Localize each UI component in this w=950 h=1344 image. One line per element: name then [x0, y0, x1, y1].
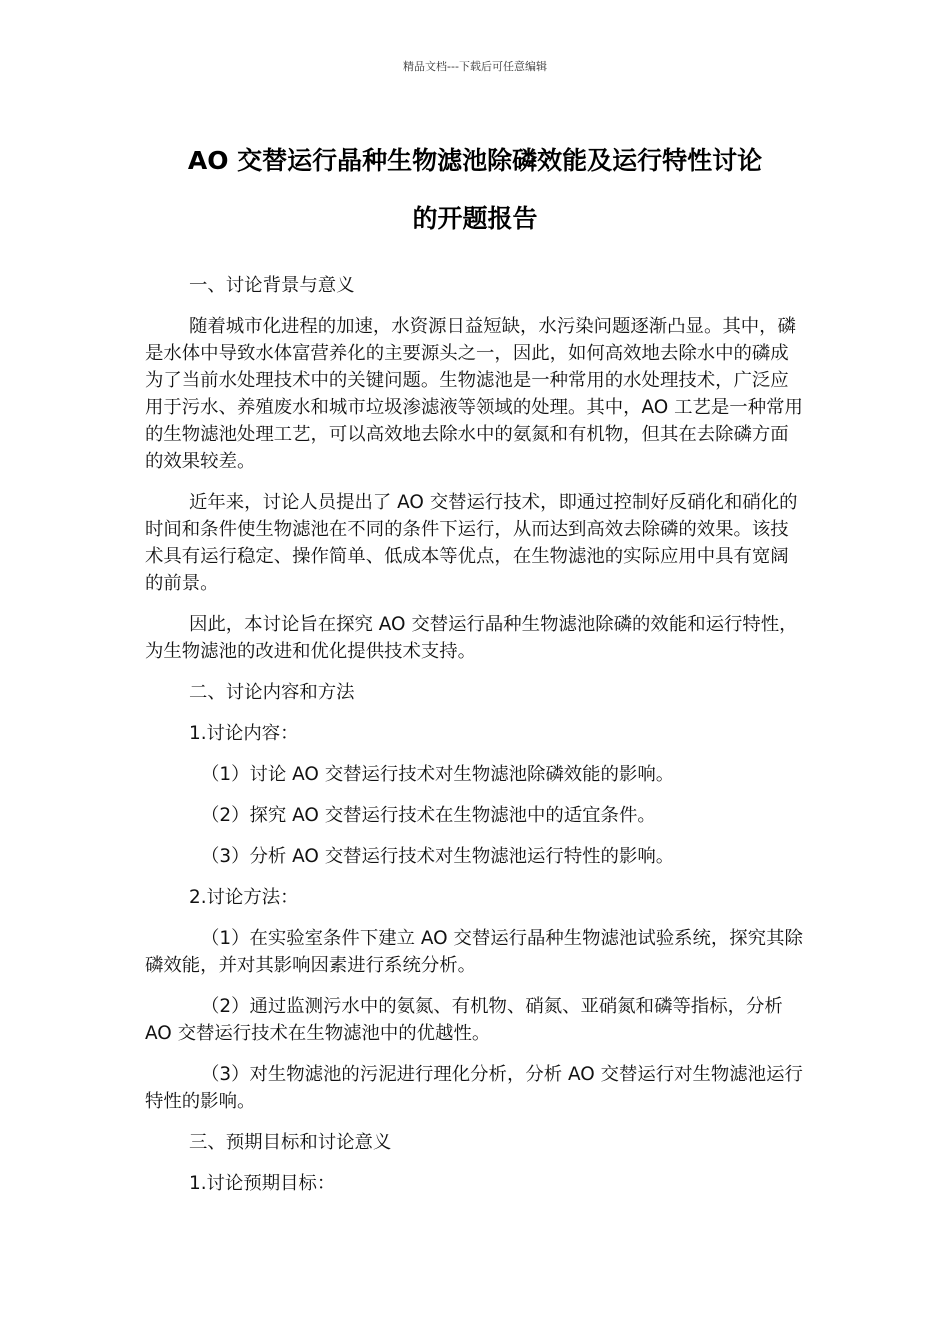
header-note: 精品文档---下载后可任意编辑 [403, 60, 547, 73]
research-content-heading: 1.讨论内容： [189, 723, 299, 744]
section-3-heading: 三、预期目标和讨论意义 [189, 1132, 392, 1153]
section-1-paragraph-1: 随着城市化进程的加速，水资源日益短缺，水污染问题逐渐凸显。其中，磷是水体中导致水体富营养化的主要源头之一，因此，如何高效地去除水中的磷成为了当前水处理技术中的关键问题。生物滤池是一种常用的水处理技术，广泛应用于污水、养殖废水和城市垃圾渗滤液等领域的处理。其中，AO 工艺是一种常用的生物滤池处理工艺，可以高效地去除水中的氨氮和有机物，但其在去除磷方面的效果较差。 [145, 316, 803, 472]
research-content-item-2: （2）探究 AO 交替运行技术在生物滤池中的适宜条件。 [201, 805, 656, 826]
research-method-item-3: （3）对生物滤池的污泥进行理化分析，分析 AO 交替运行对生物滤池运行特性的影响。 [145, 1064, 803, 1112]
section-1-paragraph-2: 近年来，讨论人员提出了 AO 交替运行技术，即通过控制好反硝化和硝化的时间和条件使生物滤池在不同的条件下运行，从而达到高效去除磷的效果。该技术具有运行稳定、操作简单、低成本等优点，在生物滤池的实际应用中具有宽阔的前景。 [145, 492, 798, 594]
research-method-item-1: （1）在实验室条件下建立 AO 交替运行晶种生物滤池试验系统，探究其除磷效能，并对其影响因素进行系统分析。 [145, 928, 803, 976]
section-2-heading: 二、讨论内容和方法 [189, 682, 355, 703]
document-title-line-1: AO 交替运行晶种生物滤池除磷效能及运行特性讨论 [187, 146, 763, 175]
research-method-heading: 2.讨论方法： [189, 887, 299, 908]
expected-goal-heading: 1.讨论预期目标： [189, 1173, 336, 1194]
section-1-paragraph-3: 因此，本讨论旨在探究 AO 交替运行晶种生物滤池除磷的效能和运行特性，为生物滤池的改进和优化提供技术支持。 [145, 614, 798, 662]
research-method-item-2: （2）通过监测污水中的氨氮、有机物、硝氮、亚硝氮和磷等指标，分析 AO 交替运行技术在生物滤池中的优越性。 [145, 996, 783, 1044]
research-content-item-3: （3）分析 AO 交替运行技术对生物滤池运行特性的影响。 [201, 846, 675, 867]
document-body [145, 272, 805, 1211]
research-content-item-1: （1）讨论 AO 交替运行技术对生物滤池除磷效能的影响。 [201, 764, 675, 785]
section-1-heading: 一、讨论背景与意义 [189, 275, 355, 296]
document-title-line-2: 的开题报告 [412, 204, 538, 233]
